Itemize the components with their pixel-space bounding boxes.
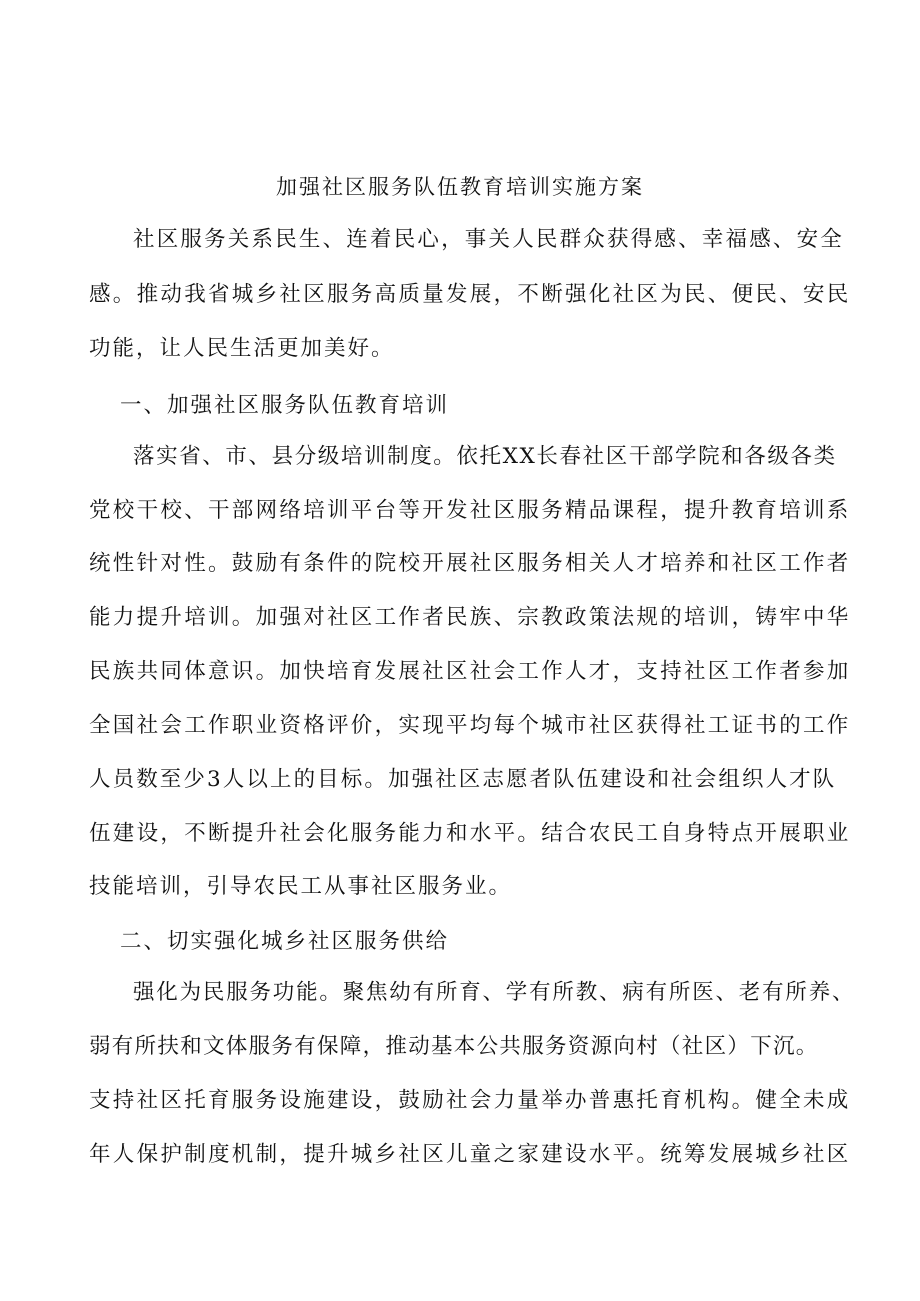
section-2-line-3: 支持社区托育服务设施建设，鼓励社会力量举办普惠托育机构。健全未成 (89, 1088, 851, 1113)
document-title: 加强社区服务队伍教育培训实施方案 (276, 175, 644, 199)
section-1-line-8: 伍建设，不断提升社会化服务能力和水平。结合农民工自身特点开展职业 (89, 821, 851, 846)
intro-line-3: 功能，让人民生活更加美好。 (89, 336, 395, 361)
section-1-line-4: 能力提升培训。加强对社区工作者民族、宗教政策法规的培训，铸牢中华 (89, 605, 851, 630)
section-1-line-9: 技能培训，引导农民工从事社区服务业。 (89, 874, 513, 899)
section-1-line-2: 党校干校、干部网络培训平台等开发社区服务精品课程，提升教育培训系 (89, 498, 851, 523)
section-1-line-7: 人员数至少3人以上的目标。加强社区志愿者队伍建设和社会组织人才队 (89, 767, 837, 792)
intro-line-1: 社区服务关系民生、连着民心，事关人民群众获得感、幸福感、安全 (133, 227, 845, 252)
section-1-line-5: 民族共同体意识。加快培育发展社区社会工作人才，支持社区工作者参加 (89, 659, 851, 684)
section-1-heading: 一、加强社区服务队伍教育培训 (120, 393, 450, 418)
intro-line-2: 感。推动我省城乡社区服务高质量发展，不断强化社区为民、便民、安民 (89, 282, 851, 307)
section-2-line-2: 弱有所扶和文体服务有保障，推动基本公共服务资源向村（社区）下沉。 (89, 1034, 819, 1059)
section-2-line-4: 年人保护制度机制，提升城乡社区儿童之家建设水平。统筹发展城乡社区 (89, 1142, 851, 1167)
section-2-line-1: 强化为民服务功能。聚焦幼有所育、学有所教、病有所医、老有所养、 (133, 980, 856, 1005)
section-2-heading: 二、切实强化城乡社区服务供给 (120, 929, 450, 954)
section-1-line-6: 全国社会工作职业资格评价，实现平均每个城市社区获得社工证书的工作 (89, 713, 851, 738)
section-1-line-1: 落实省、市、县分级培训制度。依托XX长春社区干部学院和各级各类 (133, 444, 837, 469)
section-1-line-3: 统性针对性。鼓励有条件的院校开展社区服务相关人才培养和社区工作者 (89, 551, 851, 576)
